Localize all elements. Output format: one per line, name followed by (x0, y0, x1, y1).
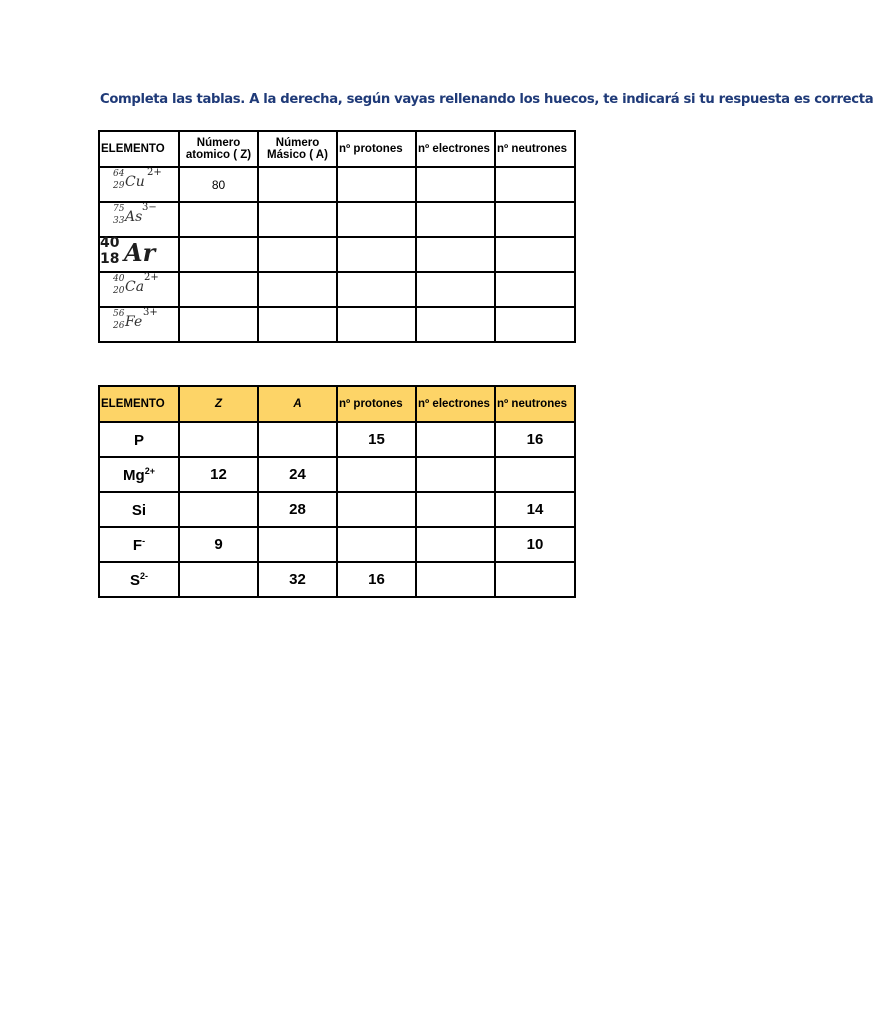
a-cell[interactable] (258, 202, 337, 237)
z-cell[interactable] (179, 237, 258, 272)
protones-cell[interactable] (337, 167, 416, 202)
electrones-cell[interactable] (416, 307, 495, 342)
atomic-number: 29 (113, 181, 125, 191)
table-row (99, 167, 575, 202)
protones-cell[interactable] (337, 457, 416, 492)
electrones-cell[interactable] (416, 492, 495, 527)
a-cell[interactable]: 32 (258, 562, 337, 597)
electrones-cell[interactable] (416, 527, 495, 562)
z-cell[interactable] (179, 422, 258, 457)
mass-number: 40 (100, 235, 120, 251)
element-symbol: Fe (125, 314, 143, 330)
electrones-cell[interactable] (416, 562, 495, 597)
protones-cell[interactable] (337, 307, 416, 342)
header-elemento (99, 131, 179, 167)
ion-charge: 2- (140, 570, 149, 581)
mass-number: 75 (113, 204, 125, 214)
neutrones-cell[interactable]: 14 (495, 492, 575, 527)
element-symbol: Si (131, 501, 147, 519)
element-cell (99, 272, 179, 307)
a-cell[interactable] (258, 422, 337, 457)
z-cell[interactable]: 9 (179, 527, 258, 562)
header-electrones: nº electrones (416, 386, 495, 422)
atomic-number: 18 (100, 251, 120, 267)
a-cell[interactable] (258, 237, 337, 272)
element-symbol: F (132, 536, 143, 554)
a-cell[interactable] (258, 307, 337, 342)
header-elemento: ELEMENTO (99, 386, 179, 422)
element-cell (99, 492, 179, 527)
atomic-number: 26 (113, 321, 125, 331)
neutrones-cell[interactable] (495, 562, 575, 597)
protones-cell[interactable] (337, 237, 416, 272)
table-row (99, 237, 575, 272)
element-symbol: Ca (125, 279, 145, 295)
electrones-cell[interactable] (416, 202, 495, 237)
header-a: A (258, 386, 337, 422)
atomic-number: 20 (113, 286, 125, 296)
electrones-cell[interactable] (416, 167, 495, 202)
z-cell[interactable] (179, 307, 258, 342)
table-row (99, 527, 575, 562)
mass-number: 64 (113, 169, 125, 179)
table-row (99, 492, 575, 527)
element-symbol: As (125, 209, 143, 225)
atomic-number: 33 (113, 216, 125, 226)
element-table (98, 385, 576, 598)
mass-number: 56 (113, 309, 125, 319)
header-neutrones (495, 131, 575, 167)
neutrones-cell[interactable] (495, 307, 575, 342)
table-row (99, 422, 575, 457)
isotope-table-header-row (99, 131, 575, 167)
element-symbol: Ar (124, 238, 156, 267)
ion-charge: 3+ (143, 307, 158, 318)
protones-cell[interactable] (337, 527, 416, 562)
header-electrones (416, 131, 495, 167)
z-cell[interactable]: 80 (179, 167, 258, 202)
a-cell[interactable] (258, 527, 337, 562)
element-symbol: Mg (123, 466, 145, 484)
element-symbol: Cu (125, 174, 145, 190)
electrones-cell[interactable] (416, 422, 495, 457)
header-electrones-label: nº electrones (418, 143, 490, 155)
ion-charge: 3− (142, 202, 157, 213)
protones-cell[interactable]: 16 (337, 562, 416, 597)
header-numero-masico-line2: Másico ( A) (267, 149, 328, 161)
table-row (99, 562, 575, 597)
element-cell (99, 237, 179, 272)
neutrones-cell[interactable]: 10 (495, 527, 575, 562)
element-cell (99, 167, 179, 202)
isotope-notation (103, 203, 175, 233)
neutrones-cell[interactable]: 16 (495, 422, 575, 457)
protones-cell[interactable] (337, 272, 416, 307)
ion-charge: - (142, 535, 146, 546)
element-cell (99, 562, 179, 597)
electrones-cell[interactable] (416, 237, 495, 272)
neutrones-cell[interactable] (495, 202, 575, 237)
protones-cell[interactable] (337, 202, 416, 237)
element-cell (99, 307, 179, 342)
element-symbol: S (129, 571, 140, 589)
z-cell[interactable] (179, 272, 258, 307)
a-cell[interactable] (258, 167, 337, 202)
header-numero-atomico-line2: atomico ( Z) (185, 149, 252, 161)
table-row (99, 272, 575, 307)
header-elemento-label: ELEMENTO (101, 143, 165, 155)
electrones-cell[interactable] (416, 272, 495, 307)
instructions-text: Completa las tablas. A la derecha, según vayas rellenando los huecos, te indicará si tu respuesta es correcta (100, 92, 873, 107)
electrones-cell[interactable] (416, 457, 495, 492)
neutrones-cell[interactable] (495, 167, 575, 202)
header-neutrones-label: nº neutrones (497, 143, 568, 155)
element-cell (99, 527, 179, 562)
isotope-notation (103, 308, 175, 338)
isotope-notation (103, 273, 175, 303)
header-protones: nº protones (337, 386, 416, 422)
header-numero-atomico-line1: Número (196, 137, 241, 149)
ion-charge: 2+ (144, 272, 159, 283)
header-protones-label: nº protones (339, 143, 403, 155)
a-cell[interactable]: 28 (258, 492, 337, 527)
header-numero-masico-line1: Número (275, 137, 320, 149)
element-table-header-row (99, 386, 575, 422)
isotope-table (98, 130, 576, 343)
header-z: Z (179, 386, 258, 422)
a-cell[interactable]: 24 (258, 457, 337, 492)
z-cell[interactable]: 12 (179, 457, 258, 492)
neutrones-cell[interactable] (495, 272, 575, 307)
protones-cell[interactable] (337, 492, 416, 527)
isotope-notation (103, 168, 175, 198)
neutrones-cell[interactable] (495, 457, 575, 492)
element-cell (99, 202, 179, 237)
element-cell (99, 422, 179, 457)
mass-number: 40 (113, 274, 125, 284)
ion-charge: 2+ (147, 167, 162, 178)
table-row (99, 202, 575, 237)
a-cell[interactable] (258, 272, 337, 307)
header-protones (337, 131, 416, 167)
header-neutrones: nº neutrones (495, 386, 575, 422)
header-numero-masico (258, 131, 337, 167)
header-numero-atomico (179, 131, 258, 167)
z-cell[interactable] (179, 492, 258, 527)
z-cell[interactable] (179, 202, 258, 237)
protones-cell[interactable]: 15 (337, 422, 416, 457)
neutrones-cell[interactable] (495, 237, 575, 272)
element-cell (99, 457, 179, 492)
isotope-notation (100, 235, 178, 268)
table-row (99, 307, 575, 342)
ion-charge: 2+ (144, 465, 155, 476)
element-symbol: P (133, 431, 144, 449)
z-cell[interactable] (179, 562, 258, 597)
table-row (99, 457, 575, 492)
